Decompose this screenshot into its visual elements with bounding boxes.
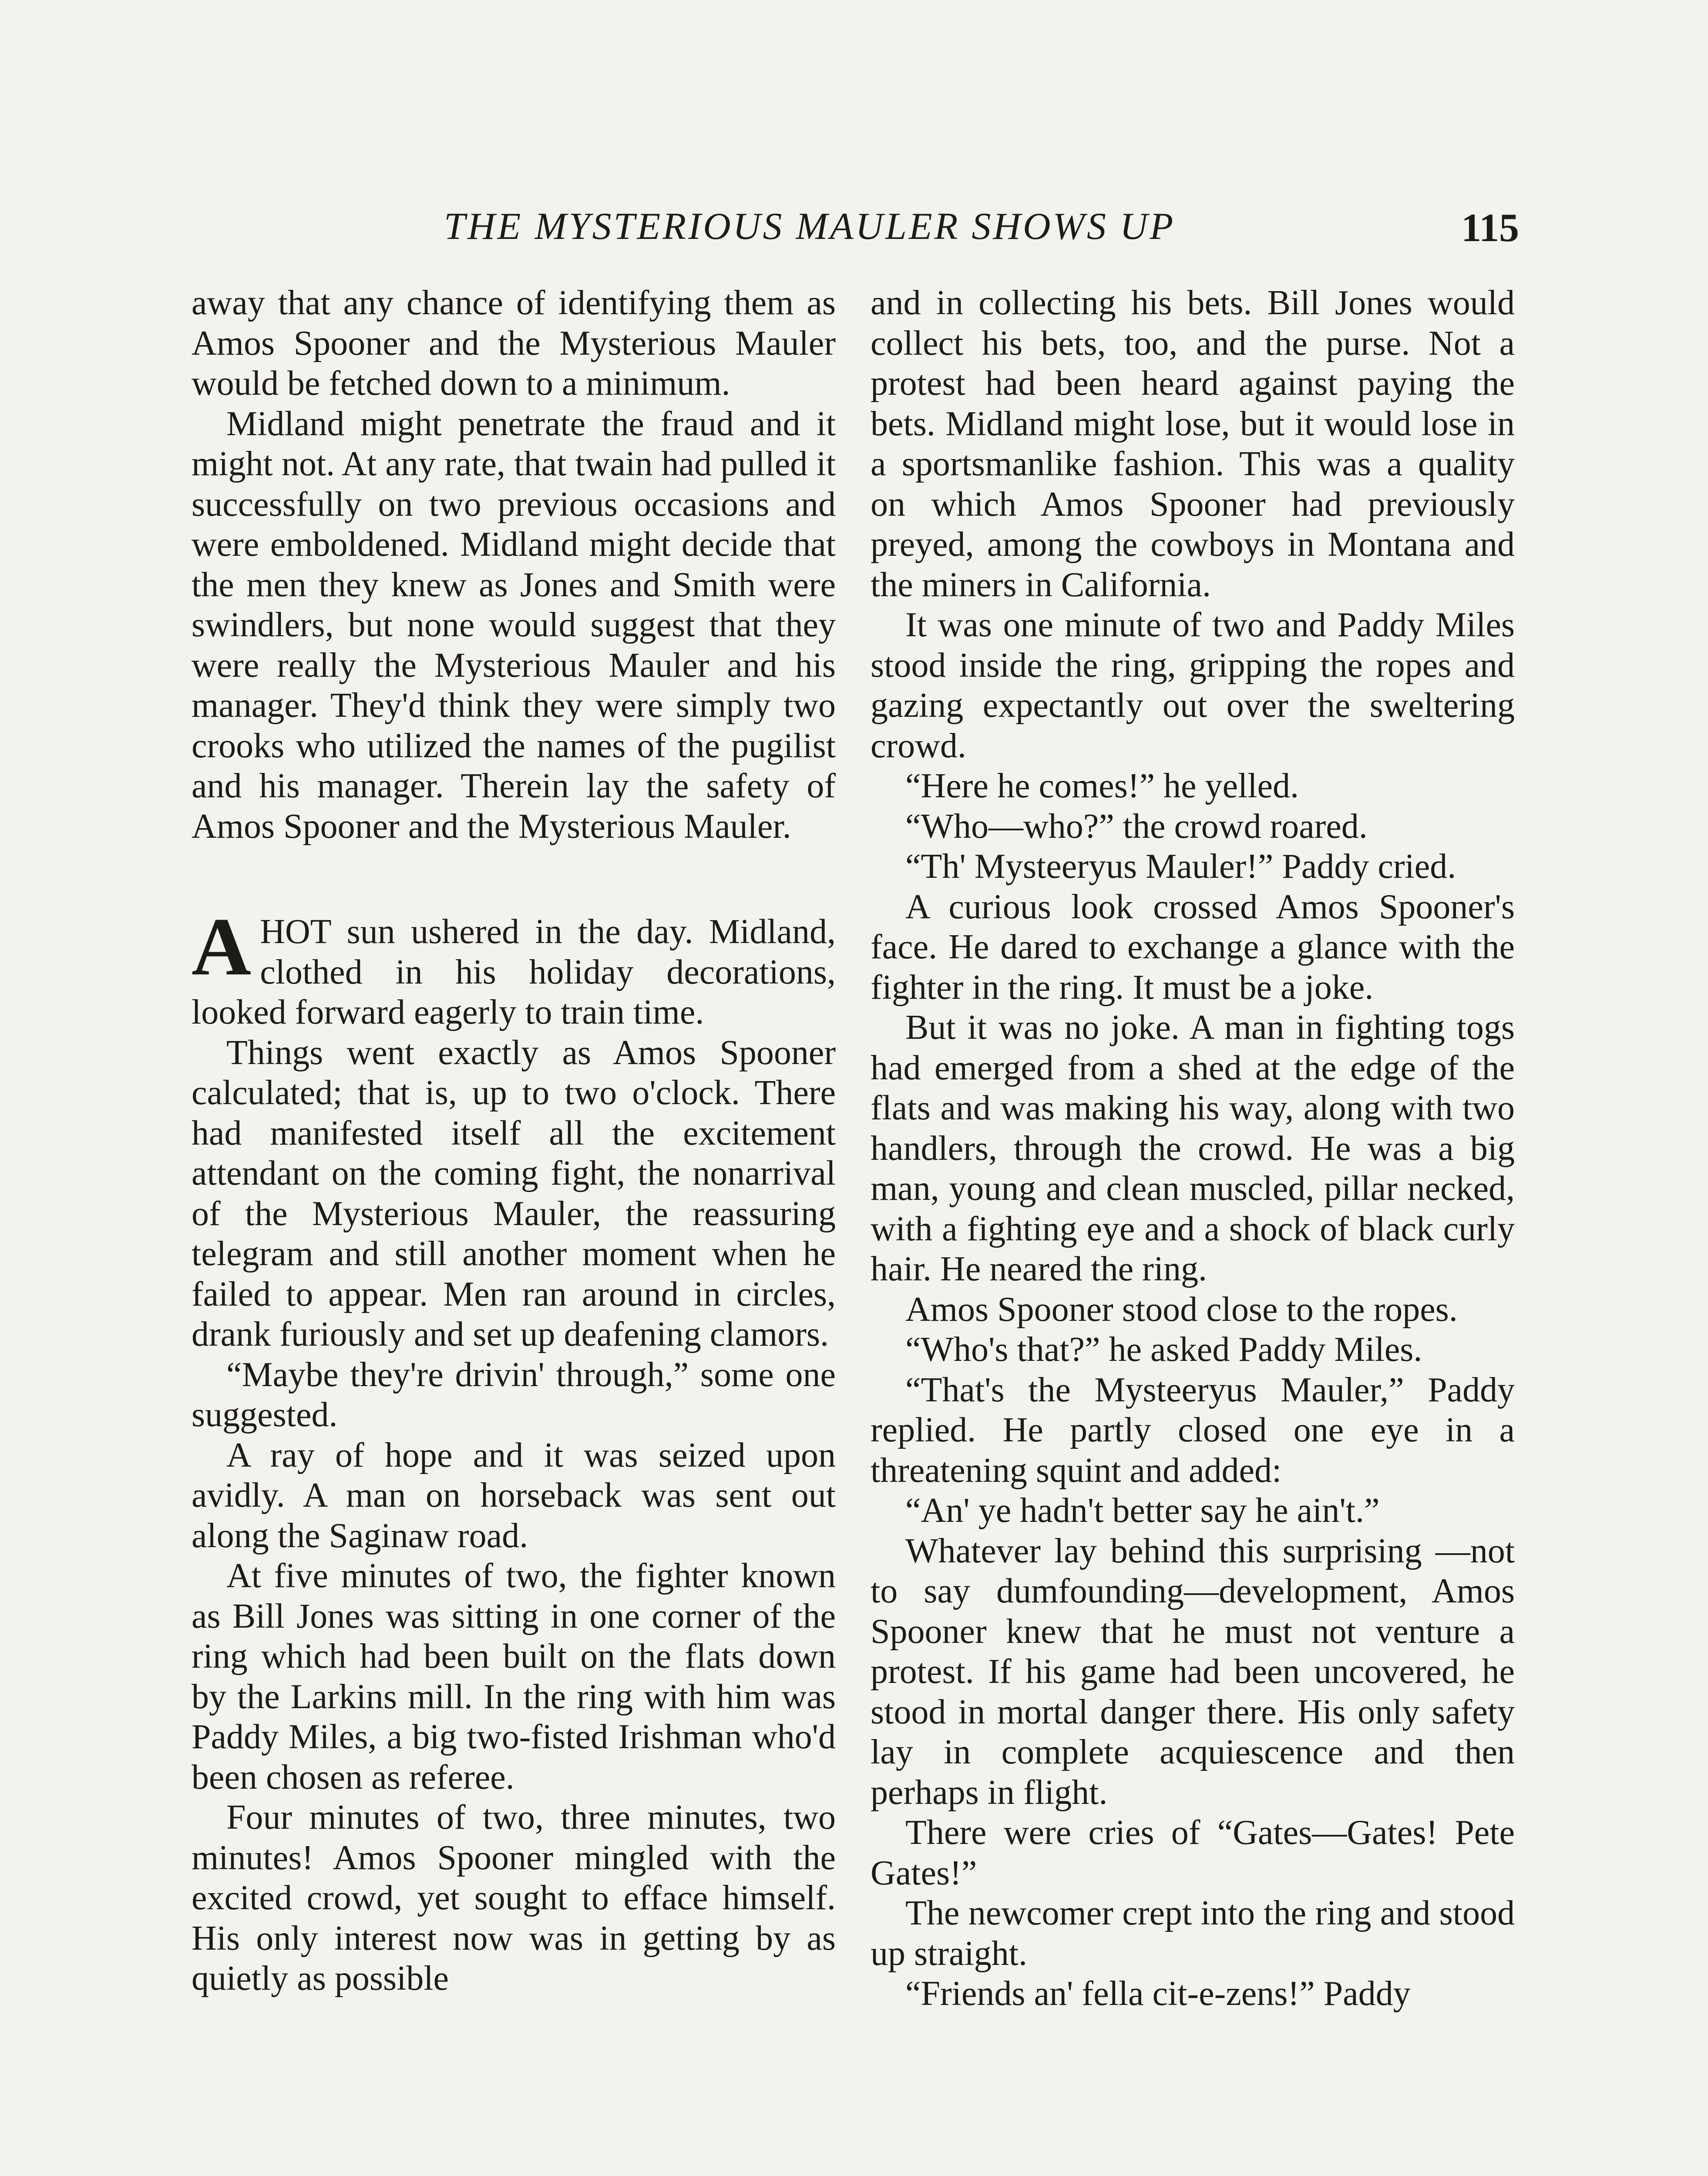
right-column [871,283,1515,2014]
paragraph: But it was no joke. A man in fighting togs had emerged from a shed at the edge of the flats and was making his way, along with two handlers, through the crowd. He was a big man, young and clean muscled, pillar necked, with a fighting eye and a shock of black curly hair. He neared the ring. [871,1008,1515,1288]
paragraph: A ray of hope and it was seized upon avidly. A man on horseback was sent out along the Saginaw road. [192,1436,836,1555]
paragraph: “Here he comes!” he yelled. [905,767,1299,805]
paragraph: There were cries of “Gates—Gates! Pete Gates!” [871,1813,1515,1892]
paragraph: “Maybe they're drivin' through,” some one suggested. [192,1355,836,1434]
paragraph-text: HOT sun ushered in the day. Midland, clothed in his holiday decorations, looked forward eagerly to train time. [192,913,836,1031]
paragraph: Midland might penetrate the fraud and it might not. At any rate, that twain had pulled it successfully on two previous occasions and were emboldened. Midland might decide that the men they knew as Jones and Smith were swindlers, but none would suggest that they were really the Mysterious Mauler and his manager. They'd think they were simply two crooks who utilized the names of the pugilist and his manager. Therein lay the safety of Amos Spooner and the Mysterious Mauler. [192,404,836,846]
page-number: 115 [1461,205,1519,250]
paragraph: Things went exactly as Amos Spooner calculated; that is, up to two o'clock. There had manifested itself all the excitement attendant on the coming fight, the nonarrival of the Mysterious Mauler, the reassuring telegram and still another moment when he failed to appear. Men ran around in circles, drank furiously and set up deafening clamors. [192,1033,836,1353]
paragraph: “Who—who?” the crowd roared. [905,807,1368,846]
paragraph: “Who's that?” he asked Paddy Miles. [905,1330,1422,1369]
paragraph: away that any chance of identifying them as Amos Spooner and the Mysterious Mauler would be fetched down to a minimum. [192,284,836,403]
paragraph: A curious look crossed Amos Spooner's face. He dared to exchange a glance with the fighter in the ring. It must be a joke. [871,887,1515,1007]
paragraph: and in collecting his bets. Bill Jones would collect his bets, too, and the purse. Not a protest had been heard against paying the bets. Midland might lose, but it would lose in a sportsmanlike fashion. This was a quality on which Amos Spooner had previously preyed, among the cowboys in Montana and the miners in California. [871,284,1515,604]
paragraph: It was one minute of two and Paddy Miles stood inside the ring, gripping the ropes and gazing expectantly out over the sweltering crowd. [871,606,1515,765]
paragraph: Amos Spooner stood close to the ropes. [905,1290,1458,1329]
paragraph: “Friends an' fella cit-e-zens!” Paddy [905,1975,1411,2013]
running-header [192,205,1519,265]
paragraph: Four minutes of two, three minutes, two minutes! Amos Spooner mingled with the excited crowd, yet sought to efface himself. His only interest now was in getting by as quietly as possible [192,1798,836,1998]
paragraph: “That's the Mysteeryus Mauler,” Paddy replied. He partly closed one eye in a threatening squint and added: [871,1370,1515,1490]
section-opening-paragraph [192,901,836,1033]
left-column [192,283,836,1999]
paragraph: At five minutes of two, the fighter known as Bill Jones was sitting in one corner of the ring which had been built on the flats down by the Larkins mill. In the ring with him was Paddy Miles, a big two-fisted Irishman who'd been chosen as referee. [192,1557,836,1797]
paragraph: “Th' Mysteeryus Mauler!” Paddy cried. [905,847,1456,886]
drop-cap: A [192,901,252,993]
running-title: THE MYSTERIOUS MAULER SHOWS UP [444,205,1176,248]
paragraph: The newcomer crept into the ring and stood up straight. [871,1894,1515,1973]
paragraph: “An' ye hadn't better say he ain't.” [905,1491,1380,1530]
paragraph: Whatever lay behind this surprising —not to say dumfounding—development, Amos Spooner knew that he must not venture a protest. If his game had been uncovered, he stood in mortal danger there. His only safety lay in complete acquiescence and then perhaps in flight. [871,1531,1515,1812]
